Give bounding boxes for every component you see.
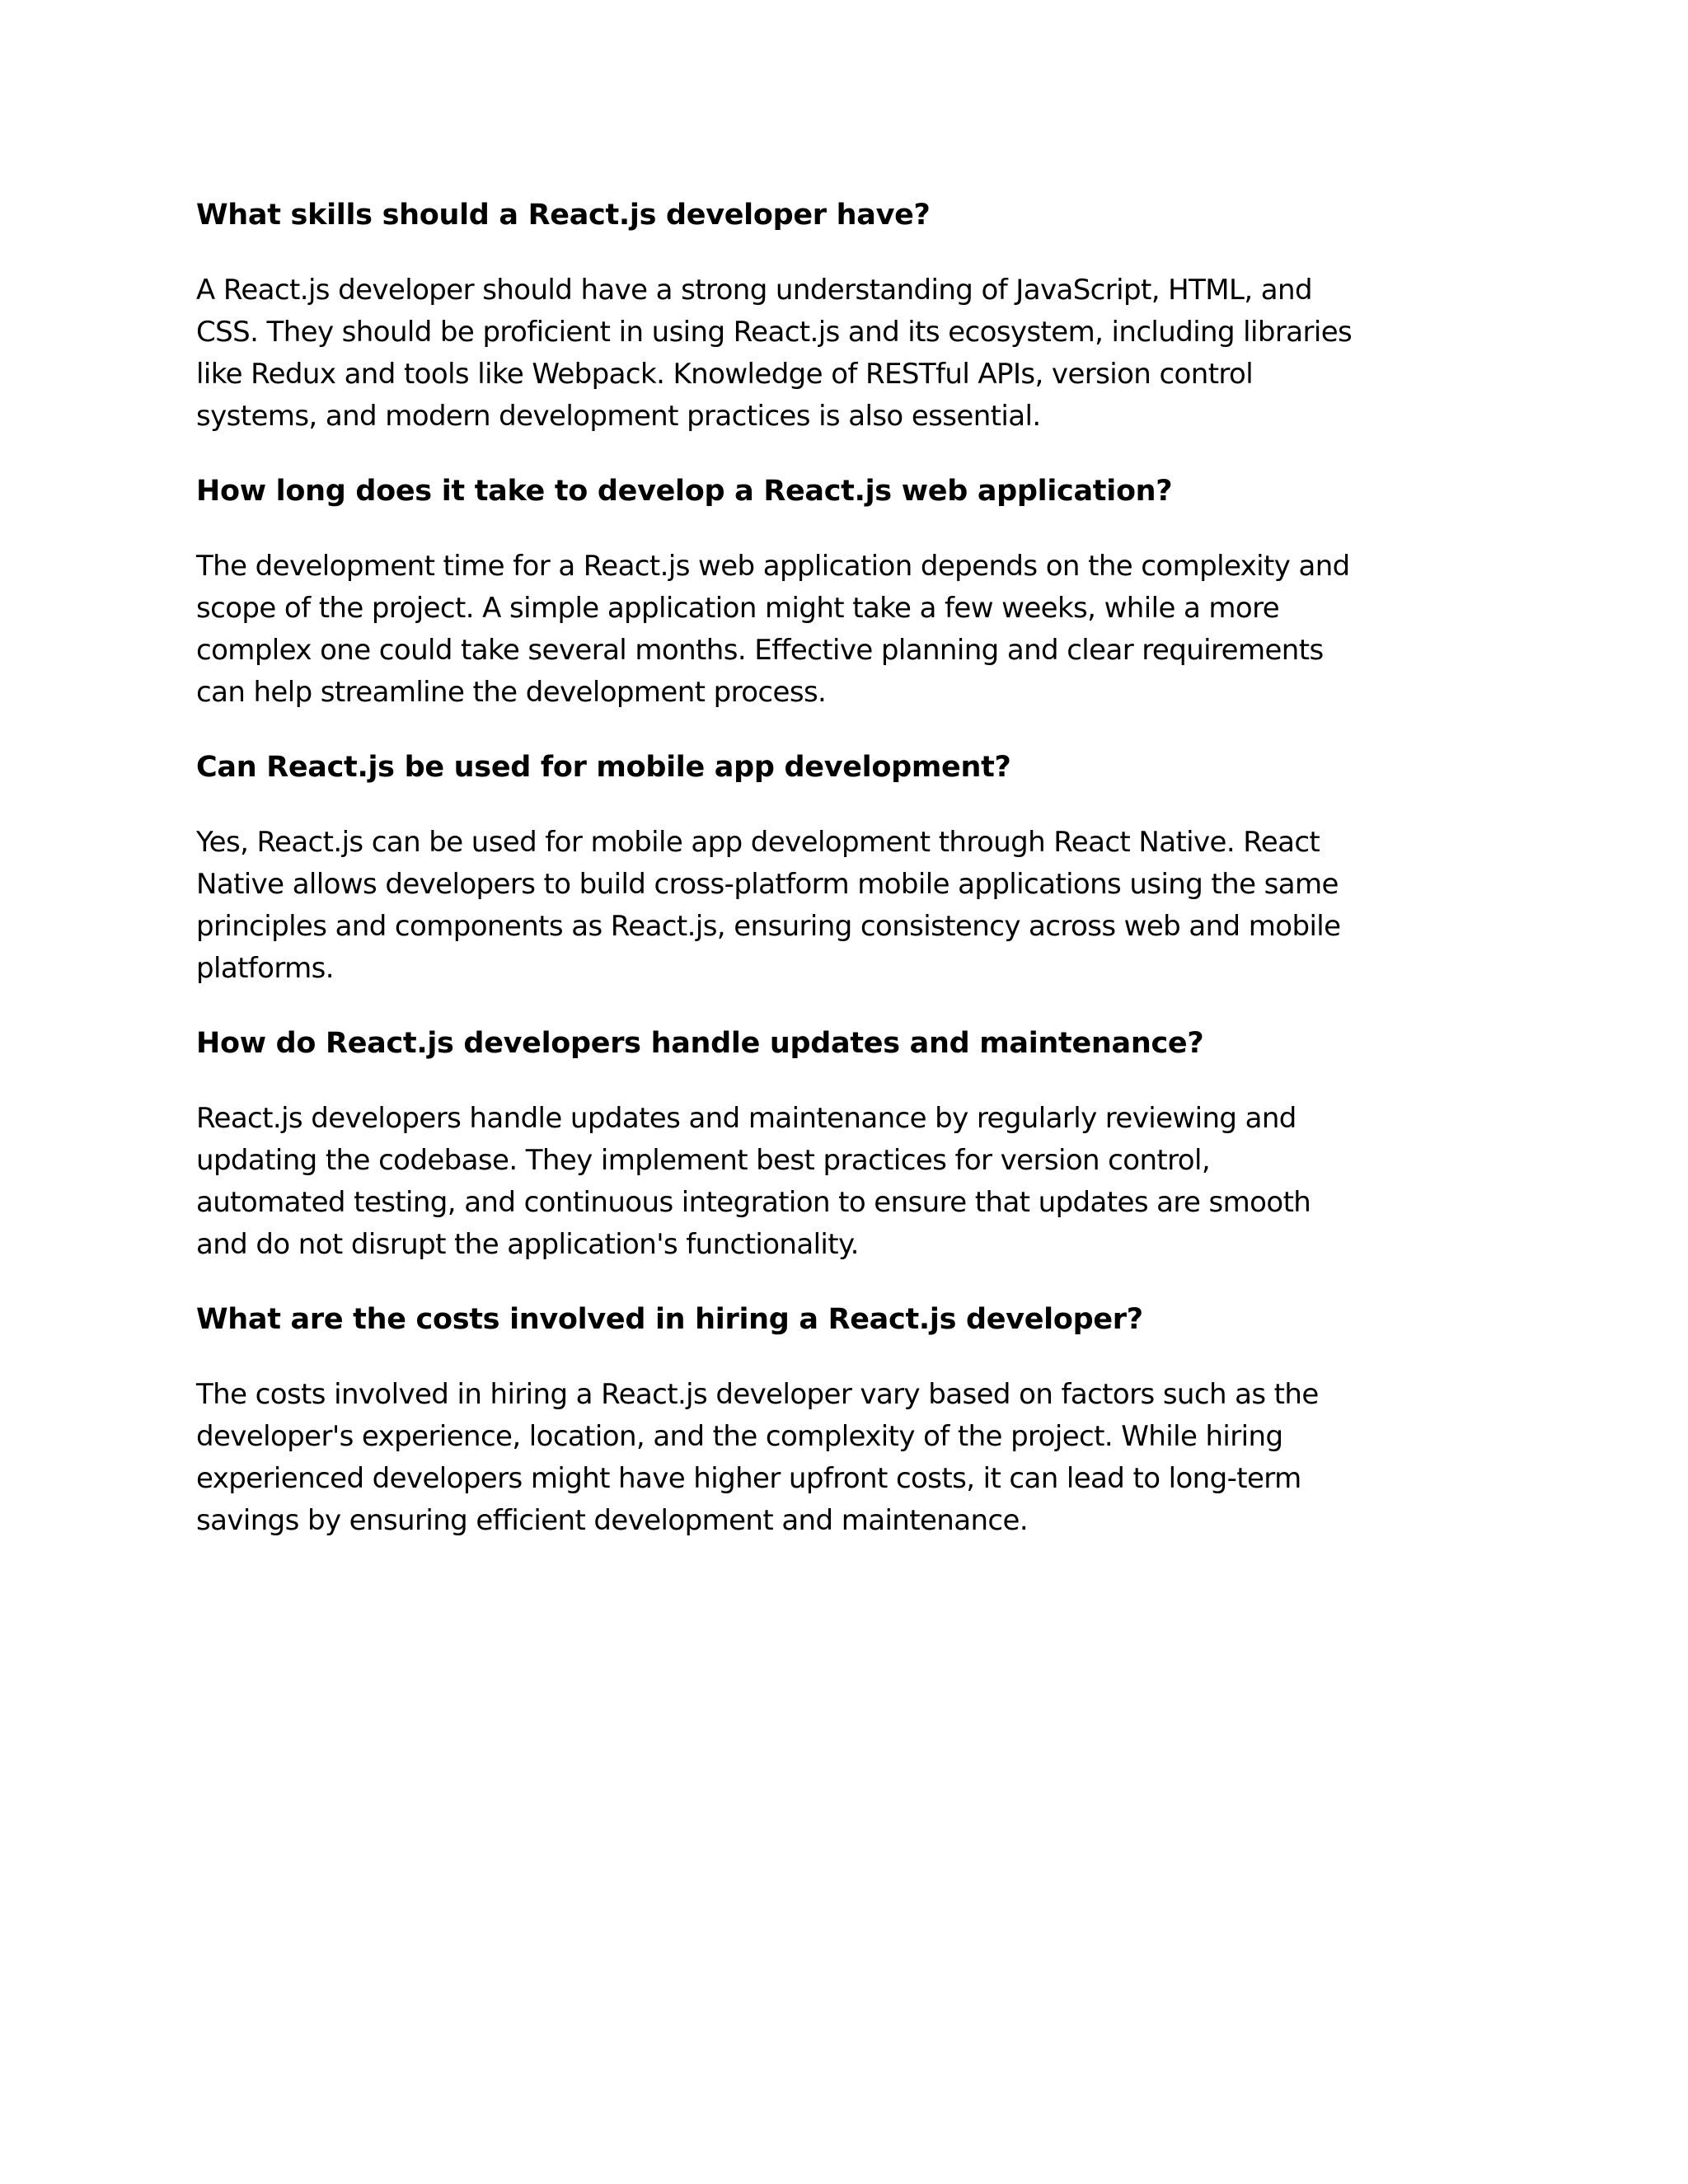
answer-line: A React.js developer should have a strong understanding of JavaScript, HTML, and	[196, 274, 1312, 307]
faq-answer	[196, 269, 1508, 438]
answer-line: developer's experience, location, and the complexity of the project. While hiring	[196, 1420, 1283, 1453]
answer-line: React.js developers handle updates and maintenance by regularly reviewing and	[196, 1102, 1296, 1135]
faq-question: Can React.js be used for mobile app development?	[196, 751, 1011, 784]
faq-item	[196, 1023, 1508, 1266]
faq-item	[196, 1299, 1508, 1542]
answer-line: savings by ensuring efficient development and maintenance.	[196, 1504, 1029, 1537]
answer-line: principles and components as React.js, ensuring consistency across web and mobile	[196, 910, 1341, 943]
answer-line: and do not disrupt the application's functionality.	[196, 1228, 859, 1261]
faq-answer	[196, 1098, 1508, 1266]
answer-line: systems, and modern development practices is also essential.	[196, 400, 1041, 433]
answer-line: updating the codebase. They implement best practices for version control,	[196, 1144, 1211, 1177]
answer-line: scope of the project. A simple application might take a few weeks, while a more	[196, 592, 1280, 625]
answer-line: The costs involved in hiring a React.js developer vary based on factors such as the	[196, 1378, 1319, 1411]
answer-line: CSS. They should be proficient in using React.js and its ecosystem, including libraries	[196, 316, 1353, 349]
answer-line: The development time for a React.js web application depends on the complexity and	[196, 550, 1350, 583]
faq-question: What are the costs involved in hiring a React.js developer?	[196, 1303, 1143, 1336]
answer-line: platforms.	[196, 952, 334, 985]
faq-question: What skills should a React.js developer have?	[196, 199, 931, 232]
answer-line: like Redux and tools like Webpack. Knowledge of RESTful APIs, version control	[196, 358, 1254, 391]
faq-answer	[196, 546, 1508, 714]
answer-line: experienced developers might have higher upfront costs, it can lead to long-term	[196, 1462, 1301, 1495]
faq-item	[196, 194, 1508, 438]
faq-answer	[196, 1374, 1508, 1542]
answer-line: Native allows developers to build cross-platform mobile applications using the same	[196, 868, 1339, 901]
answer-line: Yes, React.js can be used for mobile app development through React Native. React	[196, 826, 1320, 859]
document-page	[196, 194, 1508, 1575]
answer-line: can help streamline the development process.	[196, 676, 827, 709]
faq-question: How do React.js developers handle updates and maintenance?	[196, 1027, 1204, 1060]
faq-answer	[196, 822, 1508, 990]
answer-line: complex one could take several months. Effective planning and clear requirements	[196, 634, 1324, 667]
faq-item	[196, 471, 1508, 714]
faq-item	[196, 747, 1508, 990]
answer-line: automated testing, and continuous integration to ensure that updates are smooth	[196, 1186, 1311, 1219]
faq-question: How long does it take to develop a React.js web application?	[196, 475, 1173, 508]
